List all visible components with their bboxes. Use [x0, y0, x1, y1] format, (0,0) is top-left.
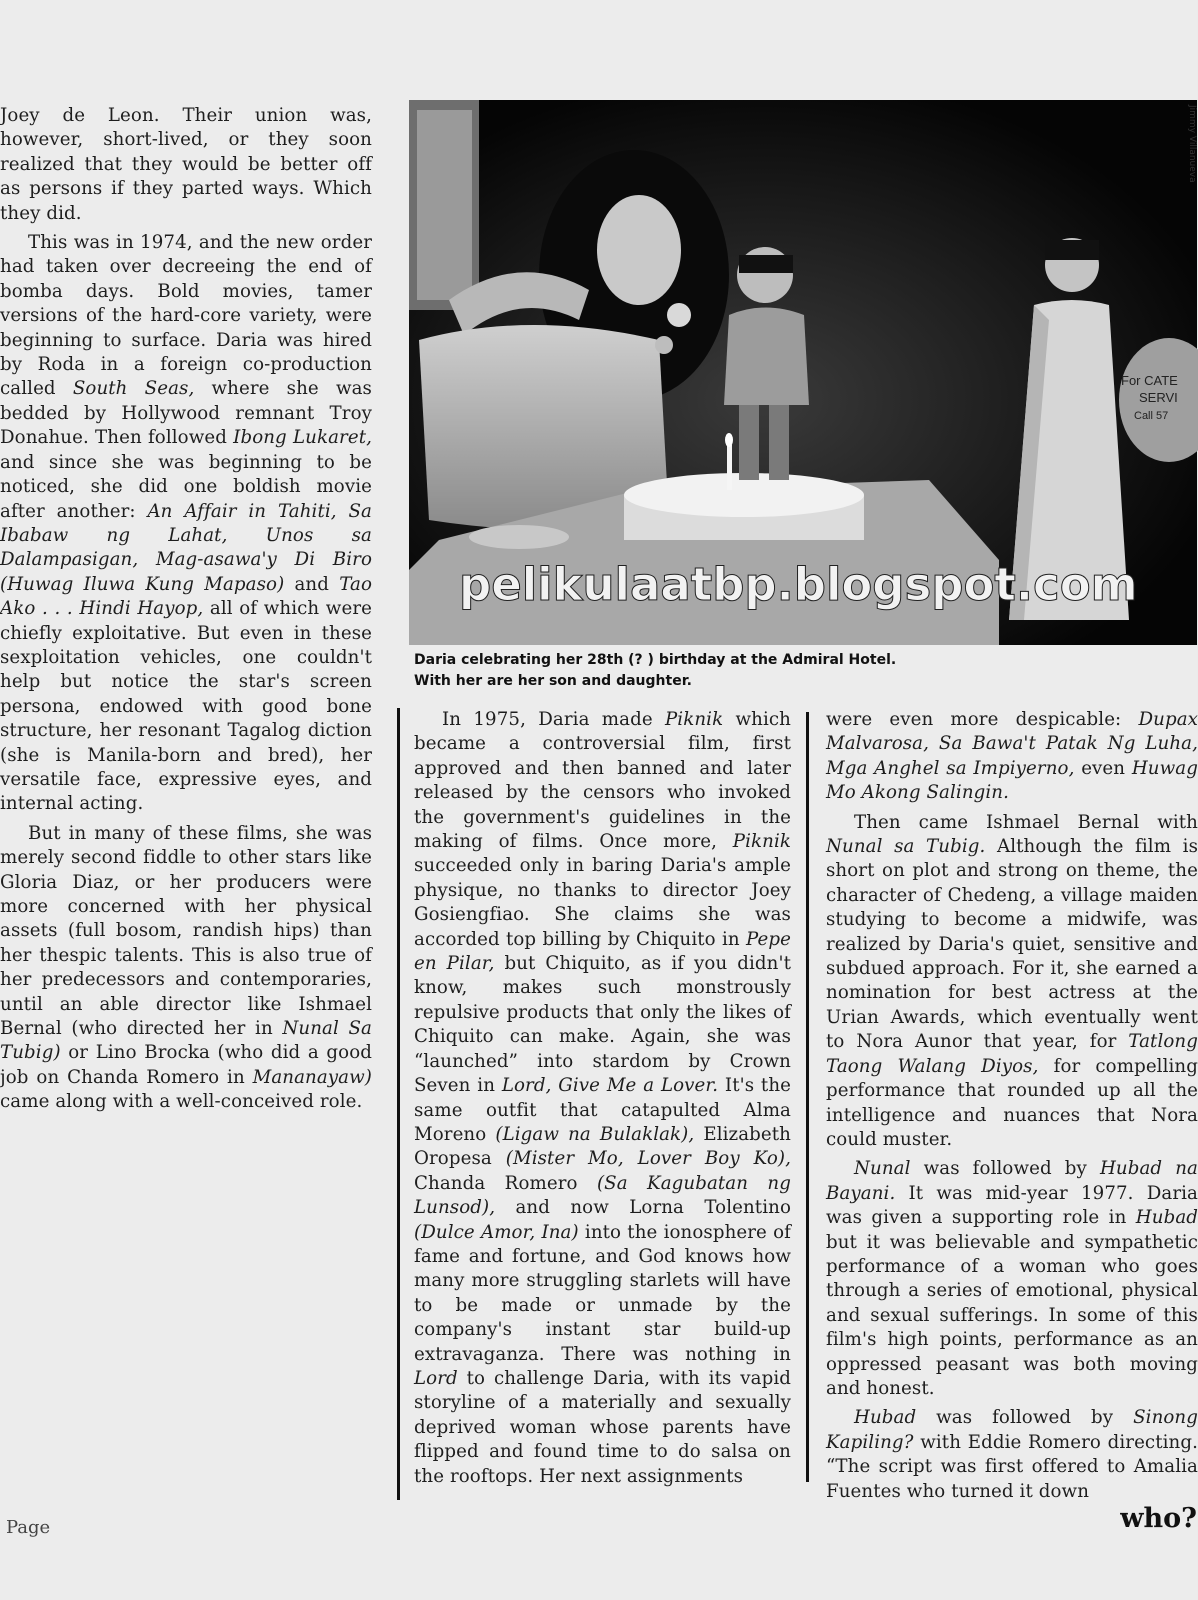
photo-credit: Jimmy Villanueva — [1187, 105, 1197, 183]
blog-watermark: pelikulaatbp.blogspot.com — [459, 558, 1138, 611]
right-paragraph-2: Then came Ishmael Bernal with Nunal sa Tubig. Although the film is short on plot and strong on theme, the character of Chedeng, a village maiden studying to become a midwife, was realized by Daria's quiet, sensitive and subdued approach. For it, she earned a nomination for best actress at the Urian Awards, which eventually went to Nora Aunor that year, for Tatlong Taong Walang Diyos, for compelling performance that rounded up all the intelligence and nuances that Nora could muster. — [826, 811, 1198, 1150]
left-paragraph-2: This was in 1974, and the new order had taken over decreeing the end of bomba days. Bold movies, tamer versions of the hard-core variety, were beginning to surface. Daria was hired by Roda in a foreign co-production called South Seas, where she was bedded by Hollywood remnant Troy Donahue. Then followed Ibong Lukaret, and since she was beginning to be noticed, she did one boldish movie after another: An Affair in Tahiti, Sa Ibabaw ng Lahat, Unos sa Dalampasigan, Mag-asawa'y Di Biro (Huwag Iluwa Kung Mapaso) and Tao Ako . . . Hindi Hayop, all of which were chiefly exploitative. But even in these sexploitation vehicles, one couldn't help but notice the star's screen persona, endowed with good bone structure, her resonant Tagalog diction (she is Manila-born and bred), her versatile face, expressive eyes, and internal acting. — [0, 232, 372, 815]
photo-caption — [414, 650, 974, 692]
right-paragraph-4: Hubad was followed by Sinong Kapiling? with Eddie Romero directing. “The script was first offered to Amalia Fuentes who turned it down — [826, 1407, 1198, 1502]
right-paragraph-1: were even more despicable: Dupax Malvarosa, Sa Bawa't Patak Ng Luha, Mga Anghel sa Impiyerno, even Huwag Mo Akong Salingin. — [826, 709, 1198, 804]
middle-column — [414, 708, 791, 1488]
column-rule-right — [806, 712, 809, 1482]
continued-label: who? — [1120, 1503, 1197, 1534]
photo-illustration — [409, 100, 1197, 645]
caption-line-1: Daria celebrating her 28th (? ) birthday at the Admiral Hotel. — [414, 652, 897, 668]
right-column — [826, 708, 1198, 1502]
column-rule-left — [397, 708, 400, 1500]
sign-text-2: SERVI — [1139, 390, 1178, 405]
left-paragraph-3: But in many of these films, she was merely second fiddle to other stars like Gloria Diaz, or her producers were more concerned with her physical assets (full bosom, randish hips) than her thespic talents. This is also true of her predecessors and contemporaries, until an able director like Ishmael Bernal (who directed her in Nunal Sa Tubig) or Lino Brocka (who did a good job on Chanda Romero in Mananayaw) came along with a well-conceived role. — [0, 822, 373, 1113]
middle-paragraph-1: In 1975, Daria made Piknik which became a controversial film, first approved and then banned and later released by the censors who invoked the government's guidelines in the making of films. Once more, Piknik succeeded only in baring Daria's ample physique, no thanks to director Joey Gosiengfiao. She claims she was accorded top billing by Chiquito in Pepe en Pilar, but Chiquito, as if you didn't know, makes such monstrously repulsive products that only the likes of Chiquito can make. Again, she was “launched” into stardom by Crown Seven in Lord, Give Me a Lover. It's the same outfit that catapulted Alma Moreno (Ligaw na Bulaklak), Elizabeth Oropesa (Mister Mo, Lover Boy Ko), Chanda Romero (Sa Kagubatan ng Lunsod), and now Lorna Tolentino (Dulce Amor, Ina) into the ionosphere of fame and fortune, and God knows how many more struggling starlets will have to be made or unmade by the company's instant star build-up extravaganza. There was nothing in Lord to challenge Daria, with its vapid storyline of a materially and sexually deprived woman whose parents have flipped and found time to do salsa on the rooftops. Her next assignments — [414, 709, 792, 1487]
caption-line-2: With her are her son and daughter. — [414, 673, 692, 689]
left-paragraph-1: Joey de Leon. Their union was, however, short-lived, or they soon realized that they would be better off as persons if they parted ways. Which they did. — [0, 105, 372, 224]
left-column — [0, 104, 372, 1164]
sign-text-1: For CATE — [1121, 373, 1178, 388]
sign-text-3: Call 57 — [1134, 410, 1169, 422]
page-label: Page — [6, 1517, 51, 1538]
birthday-photo — [409, 100, 1197, 645]
right-paragraph-3: Nunal was followed by Hubad na Bayani. It was mid-year 1977. Daria was given a supporting role in Hubad but it was believable and sympathetic performance of a woman who goes through a series of emotional, physical and sexual sufferings. In some of this film's high points, performance as an oppressed peasant was both moving and honest. — [826, 1158, 1198, 1399]
